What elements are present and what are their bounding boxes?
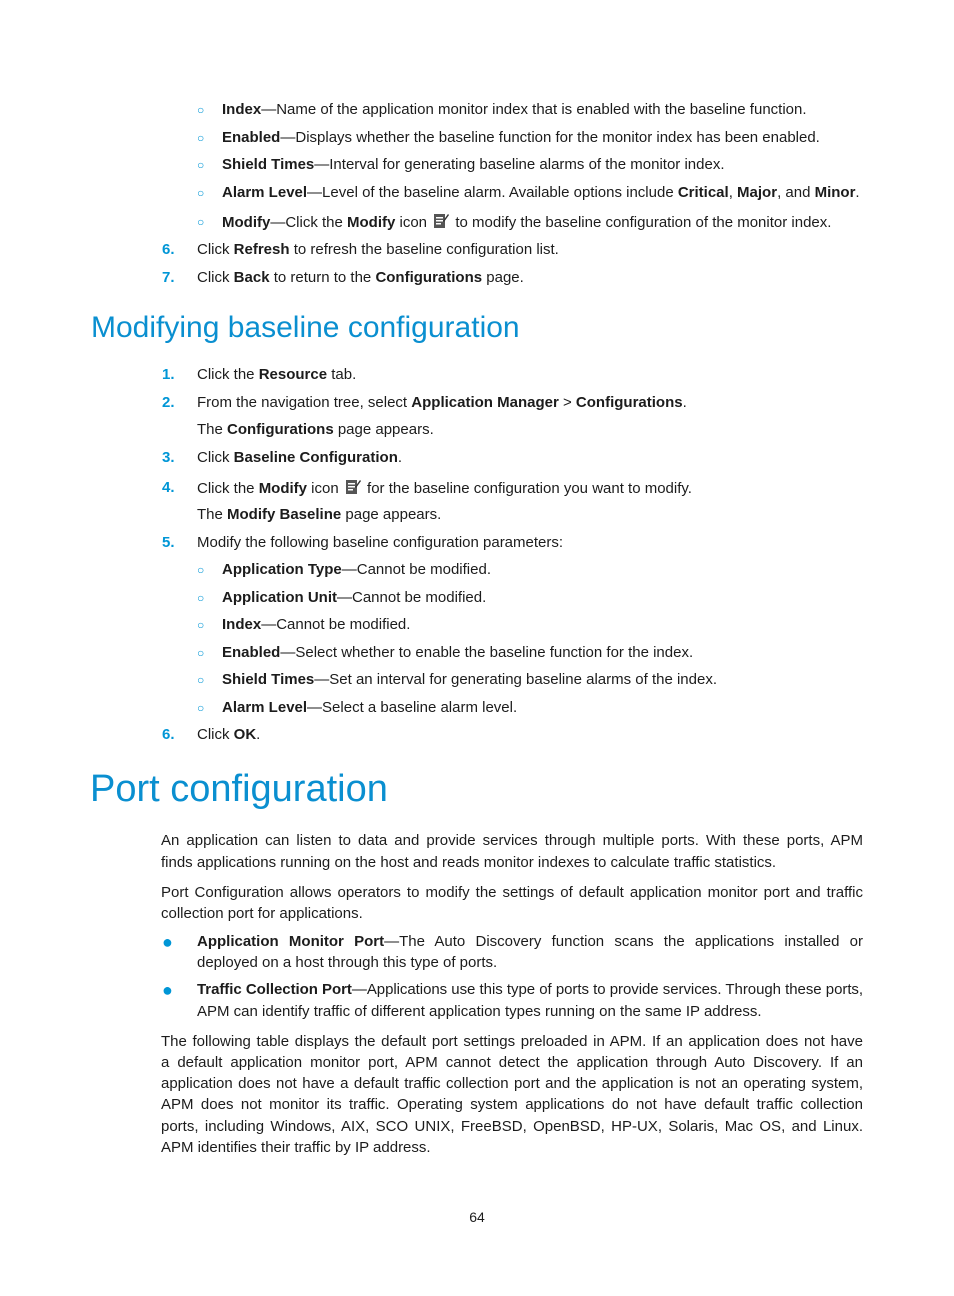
bullet-marker: ○ — [197, 591, 205, 605]
text: > — [558, 394, 576, 411]
bullet-marker: ○ — [197, 646, 205, 660]
step-number: 6. — [162, 726, 175, 743]
paragraph-line — [197, 980, 863, 1000]
bold-term: Enabled — [222, 129, 281, 146]
text: APM identifies their traffic by IP address. — [161, 1139, 431, 1156]
text: page. — [482, 269, 524, 286]
text: icon — [395, 214, 432, 231]
list-item — [197, 240, 559, 260]
paragraph-line — [161, 1117, 863, 1137]
step-number: 7. — [162, 269, 175, 286]
paragraph-line — [161, 904, 863, 924]
text: . — [682, 394, 687, 411]
text: Modify the following baseline configuration parameters: — [197, 534, 564, 551]
text: The following table displays the default port settings preloaded in APM. If an application does not have — [161, 1033, 863, 1050]
bold-term: OK — [233, 726, 257, 743]
bold-term: Application Type — [222, 561, 342, 578]
bold-term: Critical — [677, 184, 729, 201]
bold-term: Application Monitor Port — [197, 933, 385, 950]
text: Port Configuration allows operators to modify the settings of default application monitor port and traffic — [161, 884, 863, 901]
text: An application can listen to data and provide services through multiple ports. With these ports, APM — [161, 832, 863, 849]
text: —Select whether to enable the baseline function for the index. — [280, 644, 694, 661]
bold-term: Resource — [258, 366, 328, 383]
bold-term: Index — [222, 616, 262, 633]
bold-term: Alarm Level — [222, 699, 308, 716]
modify-icon — [431, 214, 451, 231]
text: APM can identify traffic of different application types running on the same IP address. — [197, 1003, 762, 1020]
step-number: 6. — [162, 241, 175, 258]
bold-term: Application Manager — [411, 394, 559, 411]
text: page appears. — [333, 421, 434, 438]
text: Click — [197, 726, 234, 743]
text: —Cannot be modified. — [337, 589, 487, 606]
text: deployed on a host through this type of ports. — [197, 954, 498, 971]
bold-term: Index — [222, 101, 262, 118]
list-item — [197, 393, 687, 413]
text: —Cannot be modified. — [341, 561, 491, 578]
paragraph-line — [197, 932, 863, 952]
text: —Name of the application monitor index that is enabled with the baseline function. — [261, 101, 807, 118]
list-item — [222, 698, 517, 718]
bold-term: Back — [233, 269, 270, 286]
list-item — [222, 212, 831, 233]
text: —Set an interval for generating baseline alarms of the index. — [314, 671, 717, 688]
bullet-marker: ○ — [197, 186, 205, 200]
bold-term: Modify Baseline — [227, 506, 342, 523]
text: to modify the baseline configuration of the monitor index. — [451, 214, 832, 231]
text: collection port for applications. — [161, 905, 363, 922]
paragraph-line — [161, 1095, 863, 1115]
list-item — [197, 505, 441, 525]
paragraph-line — [161, 1053, 863, 1073]
text: The — [197, 421, 228, 438]
paragraph-line — [161, 853, 863, 873]
text: —Applications use this type of ports to provide services. Through these ports, — [351, 981, 864, 998]
paragraph-line — [161, 1032, 863, 1052]
bold-term: Modify — [347, 214, 396, 231]
text: —Level of the baseline alarm. Available options include — [307, 184, 678, 201]
page-number: 64 — [469, 1209, 485, 1225]
text: ports, including Windows, AIX, SCO UNIX, FreeBSD, OpenBSD, HP-UX, Solaris, Mac OS, and Linux. — [161, 1118, 863, 1135]
text: The — [197, 506, 228, 523]
list-item — [197, 420, 434, 440]
text: a default application monitor port, APM cannot detect the application through Auto Discovery. If an — [161, 1054, 863, 1071]
bullet-marker: ○ — [197, 103, 205, 117]
text: APM does not monitor its traffic. Operating system applications do not have default traffic collection — [161, 1096, 863, 1113]
text: application does not have a default traffic collection port and the application is not an operating system, — [161, 1075, 863, 1092]
list-item — [222, 128, 820, 148]
text: Click — [197, 269, 234, 286]
text: to refresh the baseline configuration list. — [289, 241, 559, 258]
list-item — [222, 588, 486, 608]
list-item — [222, 615, 410, 635]
bold-term: Configurations — [227, 421, 334, 438]
paragraph-line — [197, 1002, 863, 1022]
bold-term: Enabled — [222, 644, 281, 661]
step-number: 1. — [162, 366, 175, 383]
bullet-marker: ○ — [197, 131, 205, 145]
bold-term: Configurations — [375, 269, 483, 286]
section-heading-modifying-baseline: Modifying baseline configuration — [91, 311, 520, 344]
bullet-marker: ○ — [197, 215, 205, 229]
bullet-marker: ● — [162, 980, 173, 1000]
step-number: 4. — [162, 479, 175, 496]
bold-term: Baseline Configuration — [233, 449, 398, 466]
text: —Cannot be modified. — [261, 616, 411, 633]
bold-term: Modify — [222, 214, 271, 231]
text: —Select a baseline alarm level. — [307, 699, 518, 716]
section-heading-port-configuration: Port configuration — [90, 768, 388, 810]
list-item — [197, 448, 402, 468]
text: —The Auto Discovery function scans the applications installed or — [384, 933, 863, 950]
text: to return to the — [269, 269, 376, 286]
text: . — [397, 449, 403, 466]
text: icon — [307, 480, 343, 497]
text: —Interval for generating baseline alarms of the monitor index. — [314, 156, 725, 173]
bold-term: Shield Times — [222, 671, 315, 688]
list-item — [222, 643, 693, 663]
bold-term: Configurations — [575, 394, 683, 411]
text: for the baseline configuration you want to modify. — [362, 480, 692, 497]
list-item — [197, 268, 524, 288]
bullet-marker: ○ — [197, 618, 205, 632]
list-item — [222, 183, 860, 203]
bullet-marker: ○ — [197, 563, 205, 577]
bullet-marker: ● — [162, 932, 173, 952]
bullet-marker: ○ — [197, 701, 205, 715]
bold-term: Application Unit — [222, 589, 337, 606]
modify-icon — [343, 480, 363, 497]
list-item — [197, 533, 563, 553]
bold-term: Major — [737, 184, 778, 201]
text: finds applications running on the host and reads monitor indexes to calculate traffic statistics. — [161, 854, 777, 871]
paragraph-line — [161, 1074, 863, 1094]
text: Click the — [197, 366, 259, 383]
step-number: 2. — [162, 394, 175, 411]
text: . — [256, 726, 261, 743]
bold-term: Modify — [258, 480, 308, 497]
bold-term: Traffic Collection Port — [197, 981, 352, 998]
text: tab. — [327, 366, 357, 383]
text: page appears. — [341, 506, 442, 523]
list-item — [197, 478, 692, 499]
bold-term: Minor — [814, 184, 856, 201]
paragraph-line — [161, 831, 863, 851]
bold-term: Refresh — [233, 241, 290, 258]
text: Click — [197, 449, 234, 466]
paragraph-line — [161, 883, 863, 903]
list-item — [222, 155, 724, 175]
text: —Click the — [270, 214, 348, 231]
list-item — [197, 365, 356, 385]
text: Click the — [197, 480, 259, 497]
step-number: 5. — [162, 534, 175, 551]
list-item — [197, 725, 260, 745]
paragraph-line — [197, 953, 863, 973]
paragraph-line — [161, 1138, 863, 1158]
text: . — [855, 184, 860, 201]
bold-term: Alarm Level — [222, 184, 308, 201]
list-item — [222, 560, 491, 580]
bold-term: Shield Times — [222, 156, 315, 173]
text: —Displays whether the baseline function for the monitor index has been enabled. — [280, 129, 820, 146]
text: From the navigation tree, select — [197, 394, 412, 411]
text: Click — [197, 241, 234, 258]
step-number: 3. — [162, 449, 175, 466]
list-item — [222, 100, 807, 120]
bullet-marker: ○ — [197, 673, 205, 687]
text: , and — [777, 184, 815, 201]
list-item — [222, 670, 717, 690]
bullet-marker: ○ — [197, 158, 205, 172]
text: , — [728, 184, 738, 201]
